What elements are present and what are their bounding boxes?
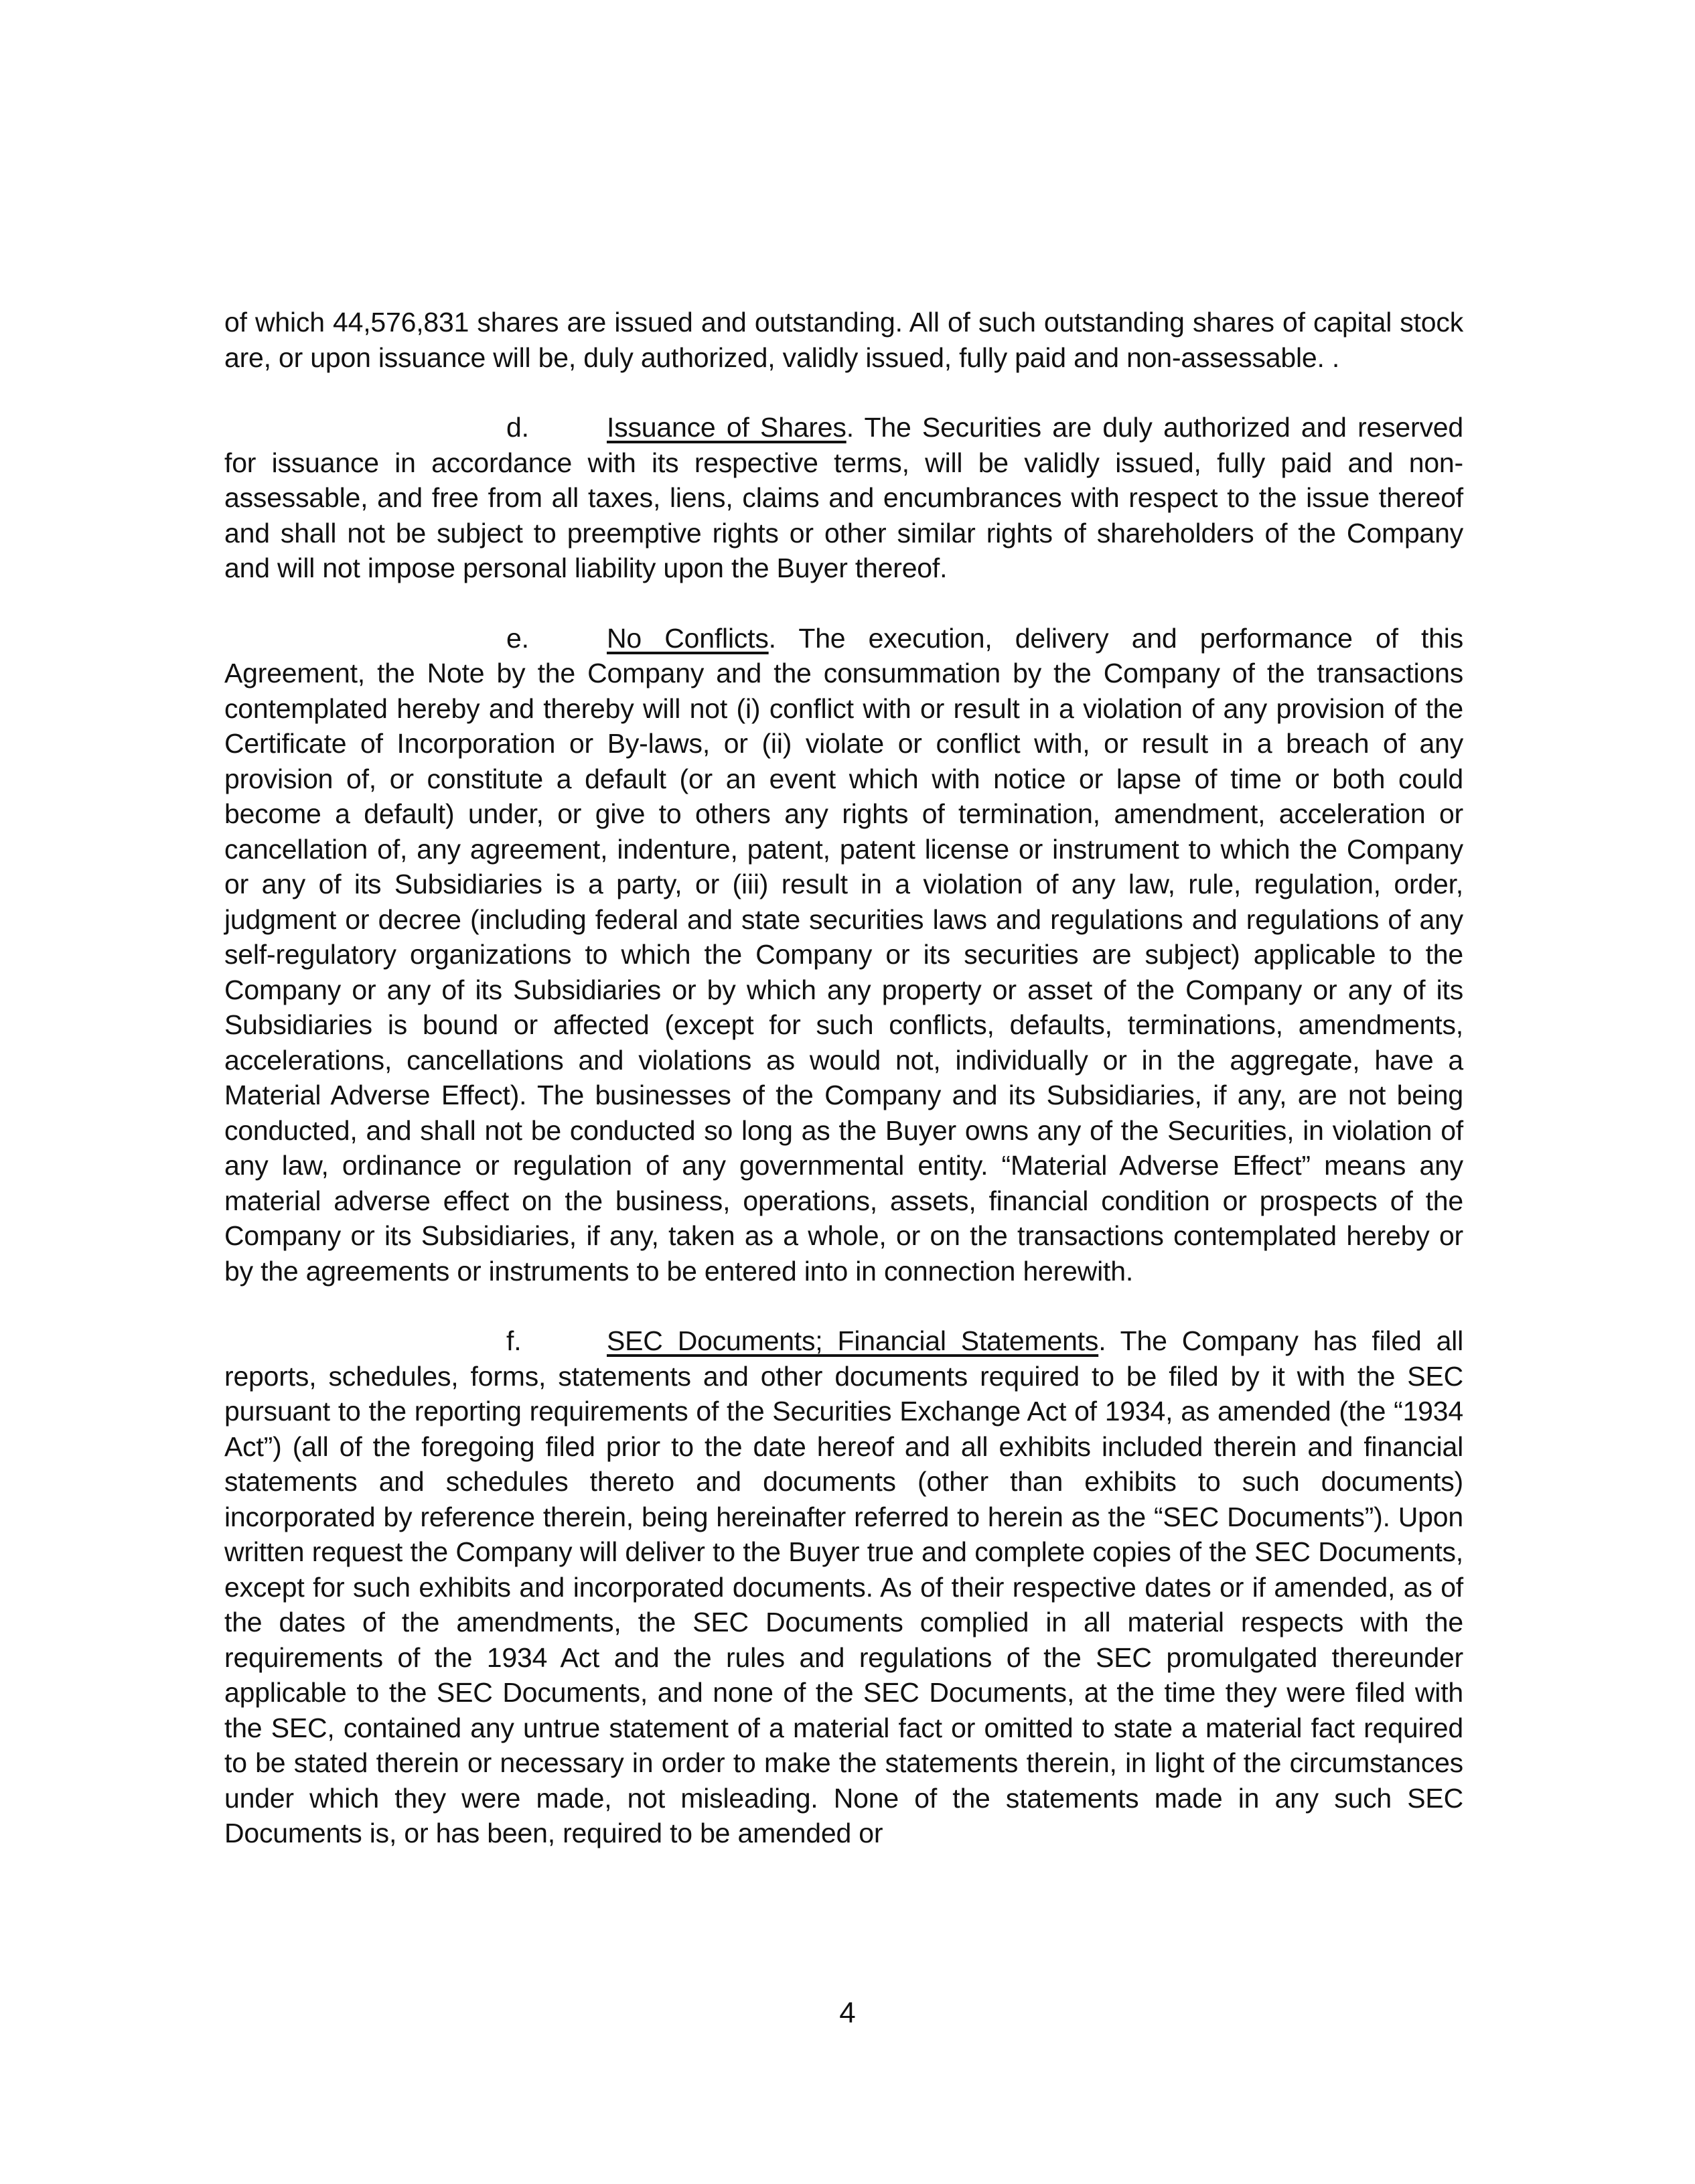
section-d-number: d. [506, 412, 529, 443]
section-e-heading: No Conflicts [607, 622, 769, 654]
page-number: 4 [839, 1996, 856, 2029]
document-body [224, 305, 1463, 1886]
section-f-number: f. [506, 1325, 522, 1356]
section-d-heading: Issuance of Shares [607, 412, 846, 443]
section-d-body: . The Securities are duly authorized and reserved for issuance in accordance with its respective terms, will be validly issued, fully paid and non-assessable, and free from all taxes, liens, claims and encumbrances with respect to the issue thereof and shall not be subject to preemptive rights or other similar rights of shareholders of the Company and will not impose personal liability upon the Buyer thereof. [224, 412, 1463, 583]
section-e-number: e. [506, 622, 529, 654]
section-e-paragraph [224, 621, 1463, 1289]
intro-paragraph: of which 44,576,831 shares are issued and outstanding. All of such outstanding shares of capital stock are, or upon issuance will be, duly authorized, validly issued, fully paid and non-assessable. . [224, 307, 1463, 373]
section-d-paragraph [224, 410, 1463, 586]
section-f-paragraph [224, 1323, 1463, 1851]
section-f-body: . The Company has filed all reports, schedules, forms, statements and other documents required to be filed by it with the SEC pursuant to the reporting requirements of the Securities Exchange Act of 1934, as amended (the “1934 Act”) (all of the foregoing filed prior to the date hereof and all exhibits included therein and financial statements and schedules thereto and documents (other than exhibits to such documents) incorporated by reference therein, being hereinafter referred to herein as the “SEC Documents”). Upon written request the Company will deliver to the Buyer true and complete copies of the SEC Documents, except for such exhibits and incorporated documents. As of their respective dates or if amended, as of the dates of the amendments, the SEC Documents complied in all material respects with the requirements of the 1934 Act and the rules and regulations of the SEC promulgated thereunder applicable to the SEC Documents, and none of the SEC Documents, at the time they were filed with the SEC, contained any untrue statement of a material fact or omitted to state a material fact required to be stated therein or necessary in order to make the statements therein, in light of the circumstances under which they were made, not misleading. None of the statements made in any such SEC Documents is, or has been, required to be amended or [224, 1325, 1463, 1848]
section-f-heading: SEC Documents; Financial Statements [607, 1325, 1099, 1356]
section-e-body: . The execution, delivery and performance of this Agreement, the Note by the Company and the consummation by the Company of the transactions contemplated hereby and thereby will not (i) conflict with or result in a violation of any provision of the Certificate of Incorporation or By-laws, or (ii) violate or conflict with, or result in a breach of any provision of, or constitute a default (or an event which with notice or lapse of time or both could become a default) under, or give to others any rights of termination, amendment, acceleration or cancellation of, any agreement, indenture, patent, patent license or instrument to which the Company or any of its Subsidiaries is a party, or (iii) result in a violation of any law, rule, regulation, order, judgment or decree (including federal and state securities laws and regulations and regulations of any self-regulatory organizations to which the Company or its securities are subject) applicable to the Company or any of its Subsidiaries or by which any property or asset of the Company or any of its Subsidiaries is bound or affected (except for such conflicts, defaults, terminations, amendments, accelerations, cancellations and violations as would not, individually or in the aggregate, have a Material Adverse Effect). The businesses of the Company and its Subsidiaries, if any, are not being conducted, and shall not be conducted so long as the Buyer owns any of the Securities, in violation of any law, ordinance or regulation of any governmental entity. “Material Adverse Effect” means any material adverse effect on the business, operations, assets, financial condition or prospects of the Company or its Subsidiaries, if any, taken as a whole, or on the transactions contemplated hereby or by the agreements or instruments to be entered into in connection herewith. [224, 622, 1463, 1287]
